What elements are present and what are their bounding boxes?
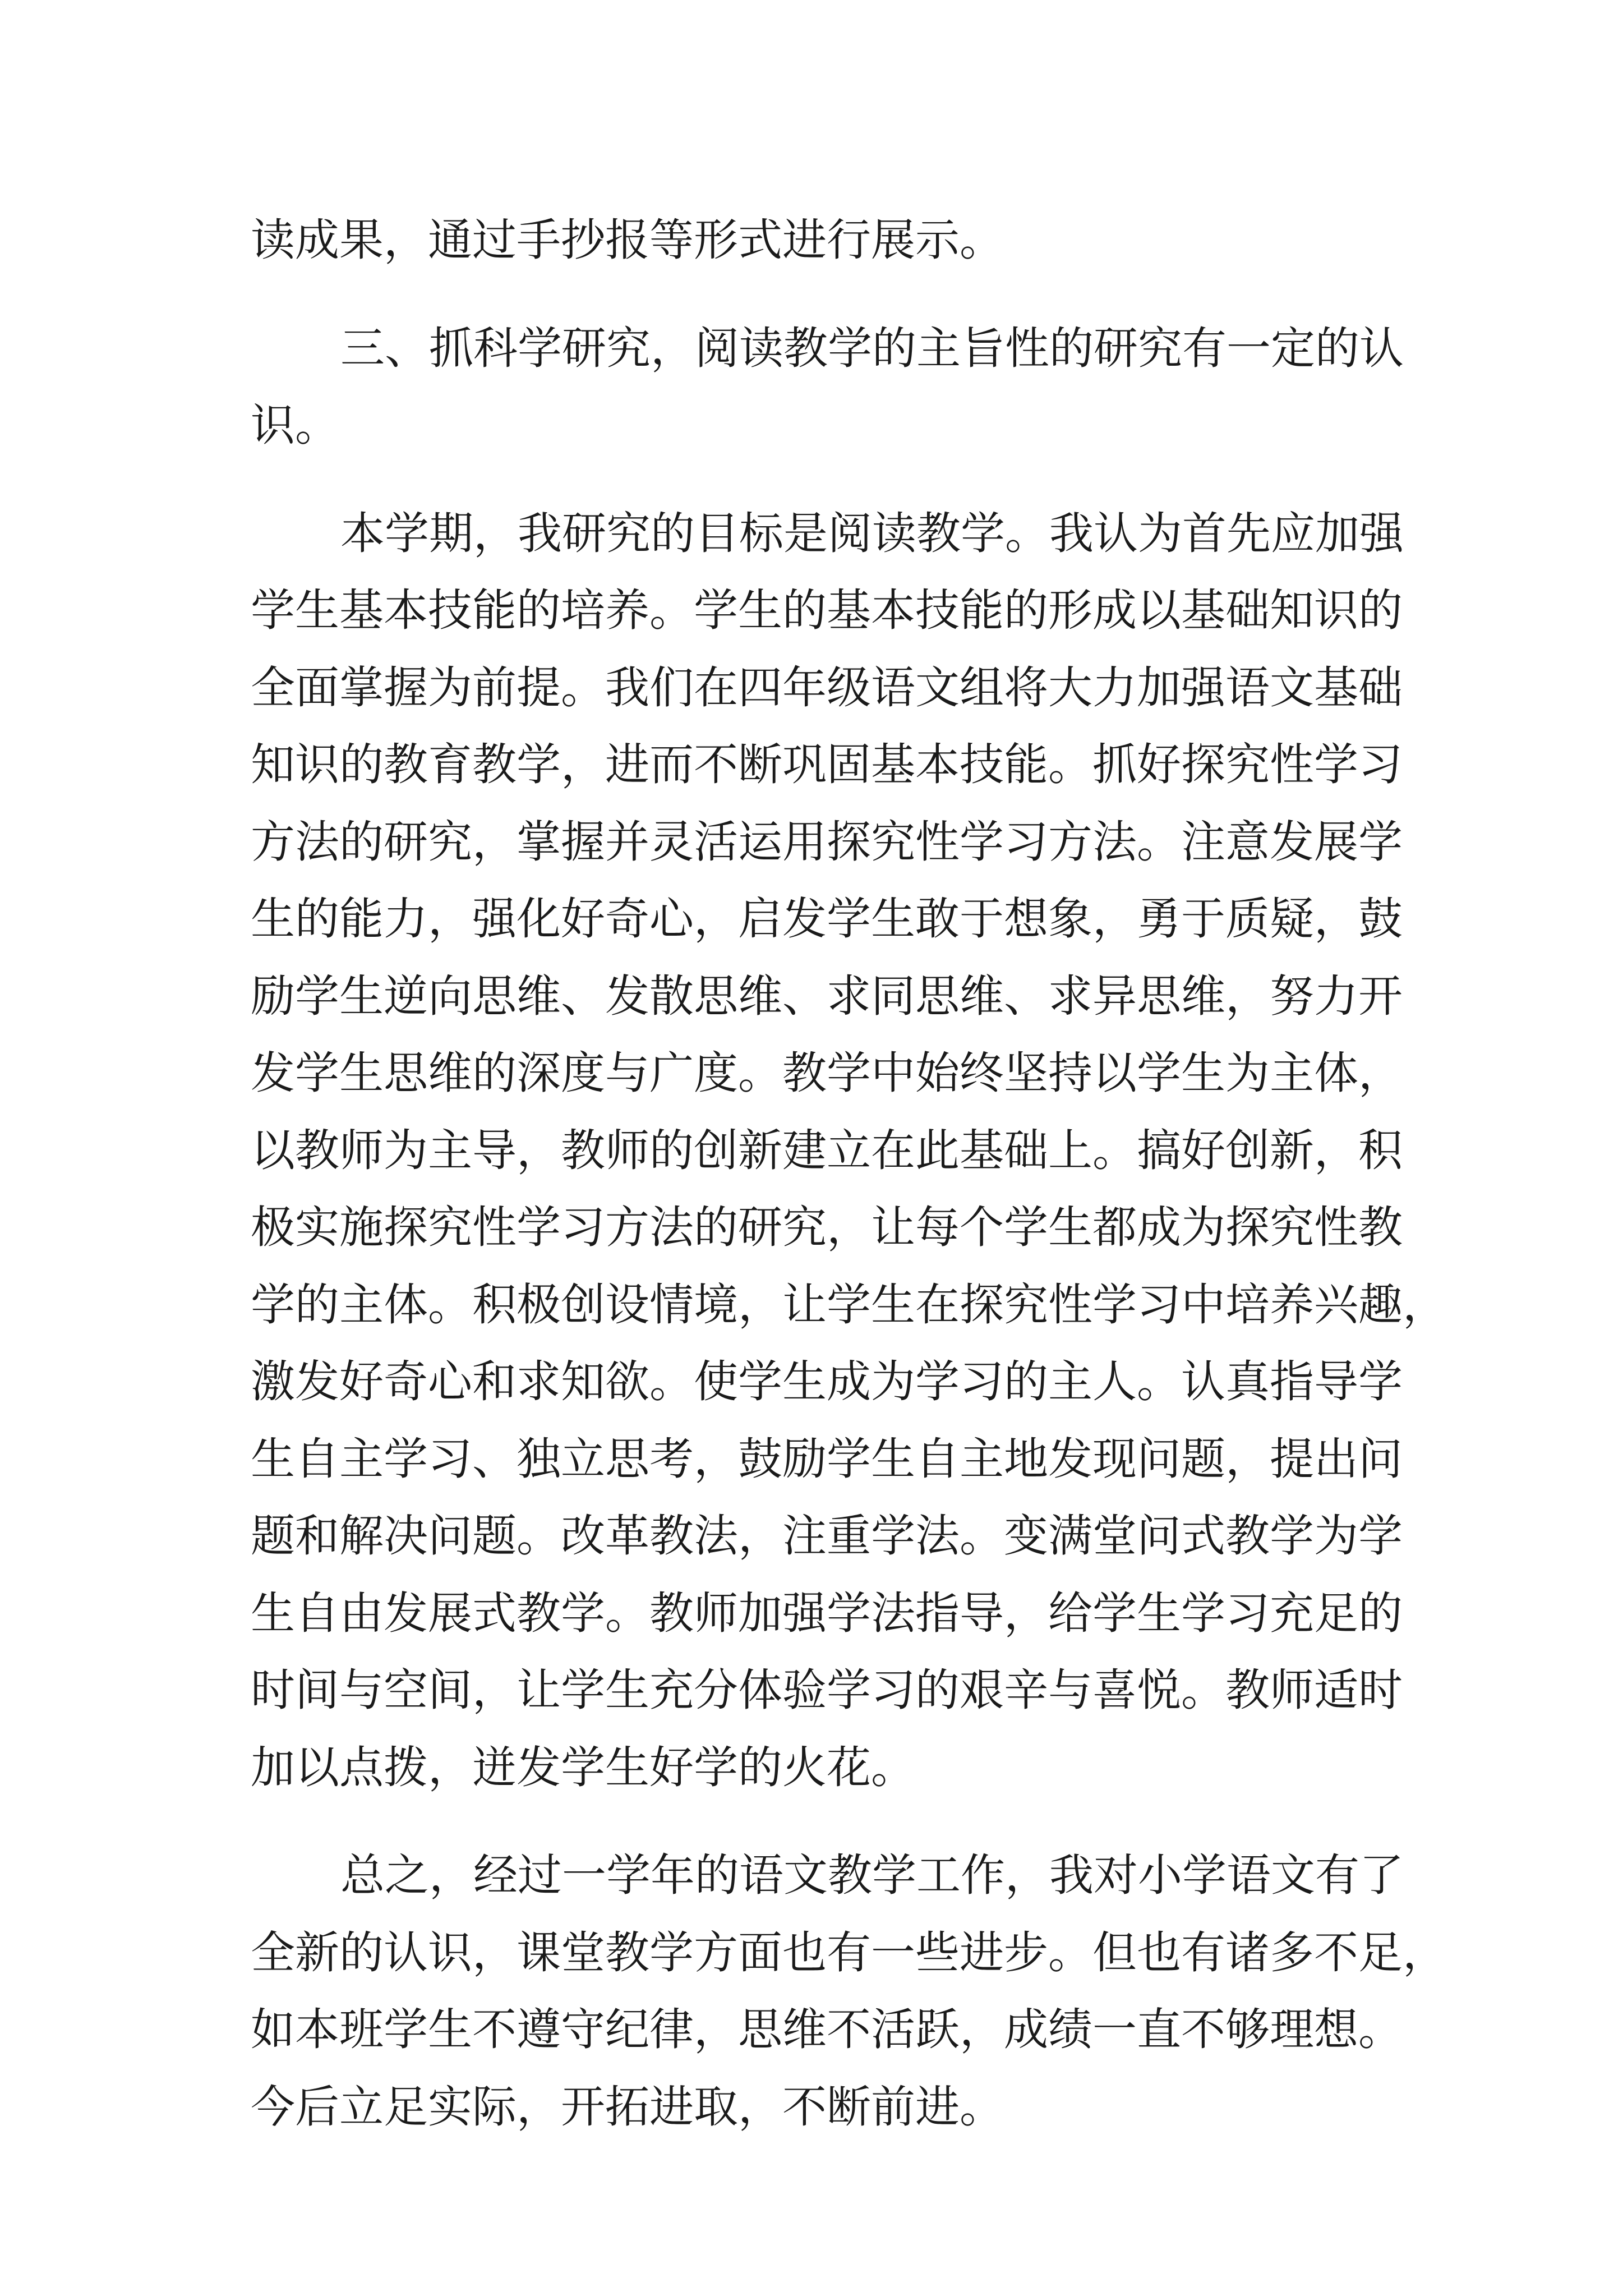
paragraph-line: 今后立足实际，开拓进取，不断前进。 bbox=[251, 2081, 1004, 2133]
paragraph-line: 读成果，通过手抄报等形式进行展示。 bbox=[251, 214, 1004, 266]
paragraph-line: 全新的认识，课堂教学方面也有一些进步。但也有诸多不足， bbox=[251, 1926, 1447, 1978]
paragraph-line: 知识的教育教学，进而不断巩固基本技能。抓好探究性学习 bbox=[251, 739, 1403, 790]
document-body bbox=[251, 202, 1447, 2146]
paragraph-gap bbox=[251, 1806, 1406, 1837]
paragraph-line: 如本班学生不遵守纪律，思维不活跃，成绩一直不够理想。 bbox=[251, 2004, 1403, 2055]
paragraph-line: 生的能力，强化好奇心，启发学生敢于想象，勇于质疑，鼓 bbox=[251, 893, 1403, 945]
paragraph-gap bbox=[251, 464, 1406, 495]
paragraph-line: 学生基本技能的培养。学生的基本技能的形成以基础知识的 bbox=[251, 585, 1403, 636]
paragraph-line: 生自由发展式教学。教师加强学法指导，给学生学习充足的 bbox=[251, 1587, 1403, 1639]
paragraph-line: 极实施探究性学习方法的研究，让每个学生都成为探究性教 bbox=[251, 1202, 1403, 1253]
paragraph-line: 激发好奇心和求知欲。使学生成为学习的主人。认真指导学 bbox=[251, 1356, 1403, 1407]
paragraph-line: 题和解决问题。改革教法，注重学法。变满堂问式教学为学 bbox=[251, 1510, 1403, 1562]
paragraph-line: 励学生逆向思维、发散思维、求同思维、求异思维，努力开 bbox=[251, 970, 1403, 1022]
paragraph-line: 发学生思维的深度与广度。教学中始终坚持以学生为主体， bbox=[251, 1047, 1403, 1099]
paragraph-line: 总之，经过一学年的语文教学工作，我对小学语文有了 bbox=[340, 1849, 1404, 1901]
section-heading-line: 识。 bbox=[251, 399, 339, 451]
paragraph-line: 本学期，我研究的目标是阅读教学。我认为首先应加强 bbox=[340, 507, 1404, 559]
paragraph-line: 学的主体。积极创设情境，让学生在探究性学习中培养兴趣， bbox=[251, 1278, 1447, 1331]
paragraph-line: 全面掌握为前提。我们在四年级语文组将大力加强语文基础 bbox=[251, 661, 1403, 714]
section-heading-line: 三、抓科学研究，阅读教学的主旨性的研究有一定的认 bbox=[340, 322, 1404, 374]
paragraph-line: 以教师为主导，教师的创新建立在此基础上。搞好创新，积 bbox=[251, 1124, 1403, 1176]
paragraph-line: 方法的研究，掌握并灵活运用探究性学习方法。注意发展学 bbox=[251, 816, 1403, 868]
paragraph-gap bbox=[251, 279, 1406, 310]
paragraph-line: 加以点拨，迸发学生好学的火花。 bbox=[251, 1741, 915, 1793]
paragraph-line: 生自主学习、独立思考，鼓励学生自主地发现问题，提出问 bbox=[251, 1433, 1403, 1485]
paragraph-line: 时间与空间，让学生充分体验学习的艰辛与喜悦。教师适时 bbox=[251, 1664, 1403, 1716]
